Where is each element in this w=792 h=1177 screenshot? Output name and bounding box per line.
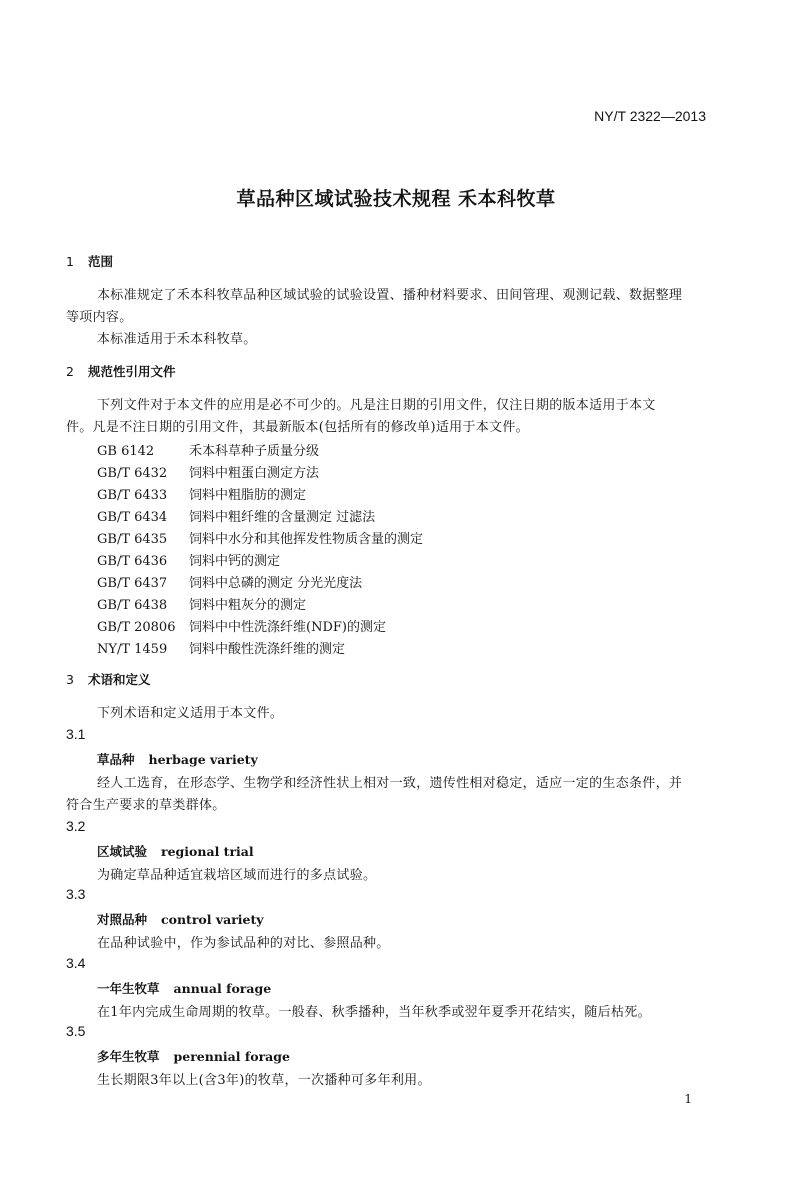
term-en: herbage variety bbox=[148, 752, 258, 767]
term-en: control variety bbox=[161, 912, 264, 927]
reference-code: GB/T 6438 bbox=[97, 598, 168, 613]
paragraph-line: 件。凡是不注日期的引用文件，其最新版本(包括所有的修改单)适用于本文件。 bbox=[66, 420, 529, 435]
reference-item bbox=[97, 506, 375, 525]
term-number: 3.3 bbox=[66, 886, 86, 902]
reference-code: GB/T 6436 bbox=[97, 554, 168, 569]
reference-title: 禾本科草种子质量分级 bbox=[189, 444, 320, 459]
reference-code: GB/T 6434 bbox=[97, 510, 168, 525]
definition-line: 经人工选育，在形态学、生物学和经济性状上相对一致，遗传性相对稳定，适应一定的生态条件，并 bbox=[97, 776, 683, 791]
section-number: 3 bbox=[66, 672, 74, 687]
term-zh: 一年生牧草 bbox=[97, 981, 160, 996]
term-zh: 多年生牧草 bbox=[97, 1049, 160, 1064]
reference-item bbox=[97, 594, 306, 613]
reference-item bbox=[97, 528, 423, 547]
reference-title: 饲料中中性洗涤纤维(NDF)的测定 bbox=[189, 620, 386, 635]
reference-code: GB/T 6433 bbox=[97, 488, 168, 503]
section-number: 1 bbox=[66, 254, 74, 269]
reference-item bbox=[97, 638, 345, 657]
reference-code: GB/T 6437 bbox=[97, 576, 168, 591]
section-heading bbox=[66, 252, 113, 270]
paragraph-line: 等项内容。 bbox=[66, 310, 133, 325]
reference-item bbox=[97, 440, 319, 459]
definition-line: 生长期限3年以上(含3年)的牧草，一次播种可多年利用。 bbox=[97, 1073, 431, 1088]
section-title: 范围 bbox=[88, 254, 114, 269]
term-heading bbox=[97, 842, 254, 860]
reference-code: GB/T 6435 bbox=[97, 532, 168, 547]
reference-item bbox=[97, 550, 280, 569]
reference-title: 饲料中粗蛋白测定方法 bbox=[189, 466, 320, 481]
term-heading bbox=[97, 910, 264, 928]
reference-title: 饲料中粗脂肪的测定 bbox=[189, 488, 307, 503]
term-zh: 对照品种 bbox=[97, 912, 148, 927]
term-heading bbox=[97, 750, 258, 768]
reference-title: 饲料中钙的测定 bbox=[189, 554, 281, 569]
paragraph-line: 下列文件对于本文件的应用是必不可少的。凡是注日期的引用文件，仅注日期的版本适用于本文 bbox=[97, 398, 656, 413]
reference-title: 饲料中酸性洗涤纤维的测定 bbox=[189, 642, 346, 657]
term-en: annual forage bbox=[173, 981, 272, 996]
section-title: 术语和定义 bbox=[88, 672, 151, 687]
section-heading bbox=[66, 362, 176, 380]
section-heading bbox=[66, 670, 151, 688]
reference-title: 饲料中总磷的测定 分光光度法 bbox=[189, 576, 363, 591]
term-zh: 区域试验 bbox=[97, 844, 148, 859]
definition-line: 为确定草品种适宜栽培区域而进行的多点试验。 bbox=[97, 868, 377, 883]
reference-title: 饲料中水分和其他挥发性物质含量的测定 bbox=[189, 532, 424, 547]
reference-item bbox=[97, 572, 362, 591]
standard-code: NY/T 2322—2013 bbox=[594, 108, 706, 124]
term-heading bbox=[97, 1047, 290, 1065]
term-zh: 草品种 bbox=[97, 752, 135, 767]
term-number: 3.4 bbox=[66, 955, 86, 971]
term-number: 3.5 bbox=[66, 1023, 86, 1039]
reference-code: GB 6142 bbox=[97, 444, 155, 459]
reference-item bbox=[97, 462, 319, 481]
definition-line: 在品种试验中，作为参试品种的对比、参照品种。 bbox=[97, 936, 390, 951]
reference-title: 饲料中粗灰分的测定 bbox=[189, 598, 307, 613]
paragraph-line: 本标准适用于禾本科牧草。 bbox=[97, 332, 257, 347]
term-en: perennial forage bbox=[173, 1049, 290, 1064]
reference-code: GB/T 20806 bbox=[97, 620, 176, 635]
reference-item bbox=[97, 484, 306, 503]
term-heading bbox=[97, 979, 271, 997]
term-number: 3.1 bbox=[66, 726, 86, 742]
reference-code: NY/T 1459 bbox=[97, 642, 168, 657]
section-title: 规范性引用文件 bbox=[88, 364, 176, 379]
document-title: 草品种区域试验技术规程 禾本科牧草 bbox=[236, 188, 556, 210]
definition-line: 符合生产要求的草类群体。 bbox=[66, 798, 226, 813]
reference-code: GB/T 6432 bbox=[97, 466, 168, 481]
page-number: 1 bbox=[684, 1092, 692, 1106]
term-number: 3.2 bbox=[66, 818, 86, 834]
paragraph-line: 下列术语和定义适用于本文件。 bbox=[97, 706, 284, 721]
term-en: regional trial bbox=[161, 844, 254, 859]
section-number: 2 bbox=[66, 364, 74, 379]
paragraph-line: 本标准规定了禾本科牧草品种区域试验的试验设置、播种材料要求、田间管理、观测记载、数据整理 bbox=[97, 288, 683, 303]
reference-title: 饲料中粗纤维的含量测定 过滤法 bbox=[189, 510, 376, 525]
definition-line: 在1年内完成生命周期的牧草。一般春、秋季播种，当年秋季或翌年夏季开花结实，随后枯死。 bbox=[97, 1005, 651, 1020]
reference-item bbox=[97, 616, 386, 635]
